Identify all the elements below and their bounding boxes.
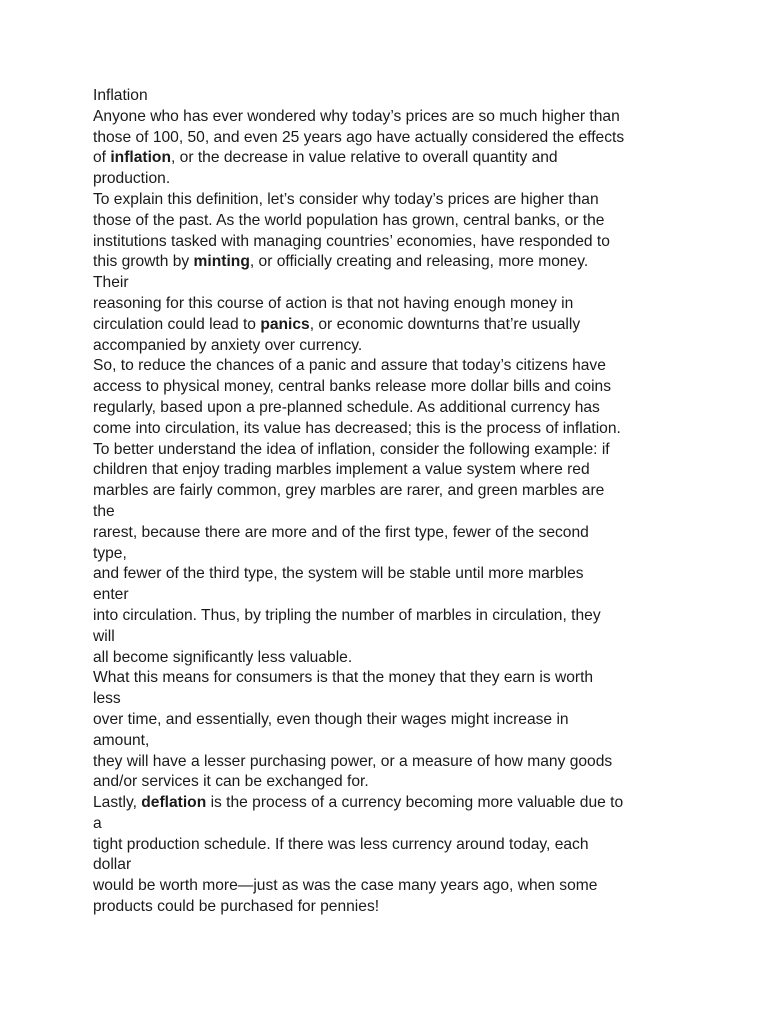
text-line: those of 100, 50, and even 25 years ago have actually considered the effects: [93, 128, 625, 146]
text-line: and/or services it can be exchanged for.: [93, 773, 369, 791]
text-line: would be worth more—just as was the case many years ago, when some: [93, 877, 598, 895]
text-line: reasoning for this course of action is that not having enough money in: [93, 294, 574, 312]
term-deflation: deflation: [141, 794, 207, 812]
text-line: Anyone who has ever wondered why today’s prices are so much higher than: [93, 107, 620, 125]
text-line: less: [93, 690, 121, 708]
text-line: accompanied by anxiety over currency.: [93, 336, 363, 354]
text-line: To better understand the idea of inflation, consider the following example: if: [93, 440, 610, 458]
text-line: rarest, because there are more and of the first type, fewer of the second: [93, 523, 589, 541]
text-line: Lastly, deflation is the process of a currency becoming more valuable due to: [93, 794, 624, 812]
text-line: production.: [93, 170, 171, 188]
text-line: So, to reduce the chances of a panic and assure that today’s citizens have: [93, 357, 606, 375]
document-title: Inflation: [93, 87, 148, 104]
document-body: [93, 86, 683, 918]
text-line: products could be purchased for pennies!: [93, 898, 380, 916]
text-line: To explain this definition, let’s consider why today’s prices are higher than: [93, 190, 599, 208]
text-line: those of the past. As the world population has grown, central banks, or the: [93, 211, 605, 229]
text-line: circulation could lead to panics, or economic downturns that’re usually: [93, 315, 581, 333]
text-line: and fewer of the third type, the system will be stable until more marbles: [93, 565, 584, 583]
text-line: enter: [93, 586, 129, 604]
text-line: dollar: [93, 856, 132, 874]
text-line: children that enjoy trading marbles implement a value system where red: [93, 461, 590, 479]
text-line: marbles are fairly common, grey marbles are rarer, and green marbles are: [93, 482, 605, 500]
text-line: of inflation, or the decrease in value relative to overall quantity and: [93, 149, 558, 167]
text-line: amount,: [93, 731, 150, 749]
text-line: into circulation. Thus, by tripling the number of marbles in circulation, they: [93, 606, 601, 624]
text-line: over time, and essentially, even though their wages might increase in: [93, 710, 569, 728]
text-line: will: [93, 627, 115, 645]
text-line: come into circulation, its value has decreased; this is the process of inflation.: [93, 419, 621, 437]
text-line: institutions tasked with managing countries’ economies, have responded to: [93, 232, 610, 250]
term-panics: panics: [260, 315, 310, 333]
text-line: a: [93, 814, 102, 832]
text-line: all become significantly less valuable.: [93, 648, 353, 666]
text-line: this growth by minting, or officially creating and releasing, more money.: [93, 253, 589, 271]
term-inflation: inflation: [110, 149, 171, 167]
text-line: tight production schedule. If there was less currency around today, each: [93, 835, 589, 853]
text-line: the: [93, 502, 115, 520]
text-line: Their: [93, 274, 129, 292]
text-line: type,: [93, 544, 127, 562]
term-minting: minting: [193, 253, 250, 271]
text-line: access to physical money, central banks release more dollar bills and coins: [93, 378, 612, 396]
text-line: regularly, based upon a pre-planned schedule. As additional currency has: [93, 398, 600, 416]
text-line: they will have a lesser purchasing power, or a measure of how many goods: [93, 752, 613, 770]
text-line: What this means for consumers is that the money that they earn is worth: [93, 669, 594, 687]
